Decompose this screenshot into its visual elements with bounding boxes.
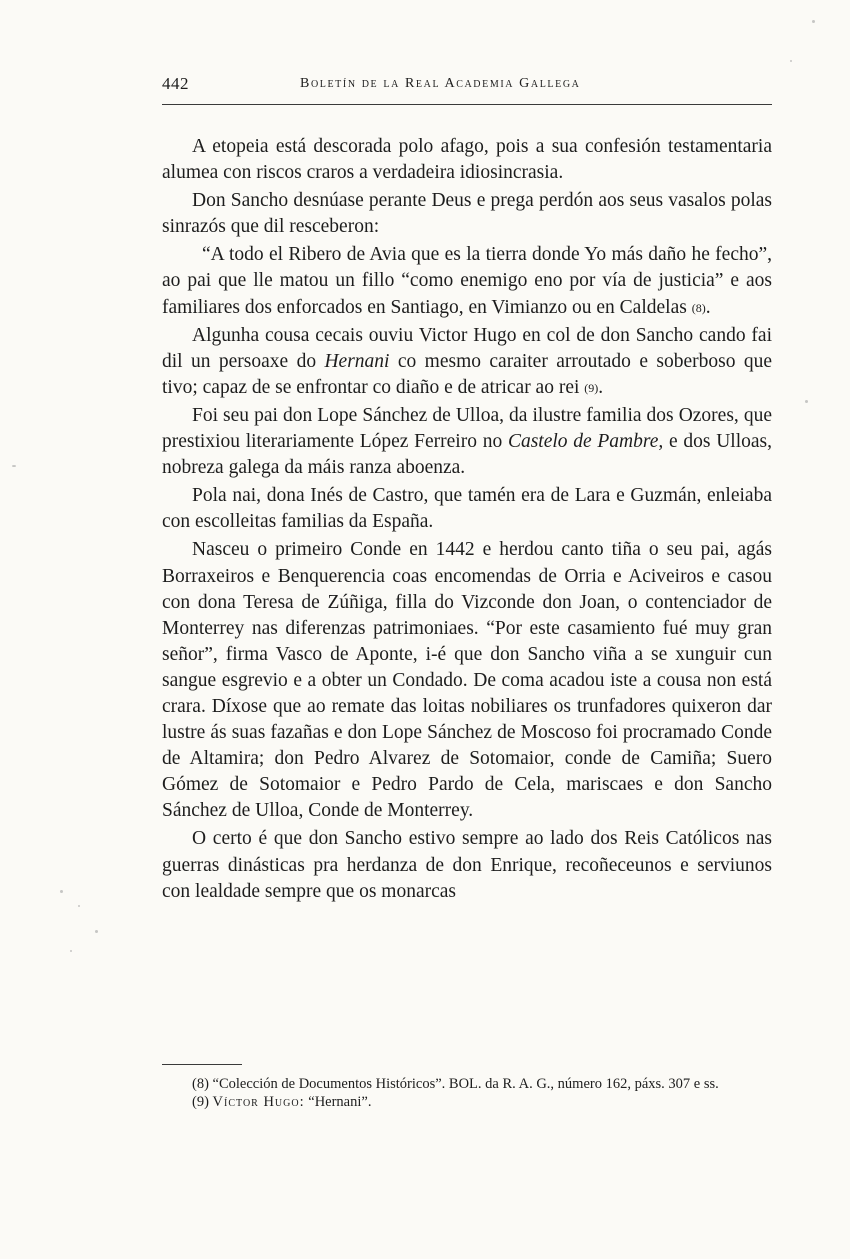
quote-text: “A todo el Ribero de Avia que es la tierra donde Yo más daño he fecho”, ao pai que lle matou un fillo “como enemigo eno por vía de justicia” e aos familiares dos enforcados en Santiago, en Vimianzo ou en Caldelas — [162, 244, 772, 318]
paragraph-1: A etopeia está descorada polo afago, pois a sua confesión testamentaria alumea con riscos craros a verdadeira idiosincrasia. — [162, 136, 772, 184]
footnote-8-text: “Colección de Documentos Históricos”. BOL. da R. A. G., número 162, páxs. 307 e ss. — [212, 1076, 719, 1092]
quote-end: . — [705, 296, 711, 318]
note-ref-8: (8) — [691, 300, 706, 315]
scan-speckle — [70, 950, 72, 952]
footnote-9-text: “Hernani”. — [308, 1094, 372, 1110]
title-hernani: Hernani — [324, 350, 390, 372]
footnote-9 — [162, 1093, 772, 1111]
running-title: Boletín de la Real Academia Gallega — [300, 76, 581, 91]
paragraph-7: Nasceu o primeiro Conde en 1442 e herdou canto tiña o seu pai, agás Borraxeiros e Benquerencia coas encomendas de Orria e Aciveiros e casou con dona Teresa de Zúñiga, filla do Vizconde don Joan, o contenciador de Monterrey nas diferenzas patrimoniaes. “Por este casamiento fué muy gran señor”, firma Vasco de Aponte, i-é que don Sancho viña a se xunguir cun sangue esgrevio e a obter un Condado. De coma acadou iste a cousa non está crara. Díxose que ao remate das loitas nobiliares os trunfadores quixeron dar lustre ás suas fazañas e don Lope Sánchez de Moscoso foi procramado Conde de Altamira; don Pedro Alvarez de Sotomaior, conde de Camiña; Suero Gómez de Sotomaior e Pedro Pardo de Cela, mariscaes e don Sancho Sánchez de Ulloa, Conde de Monterrey. — [162, 539, 772, 822]
page-header — [162, 74, 772, 98]
scan-speckle — [95, 930, 98, 933]
paragraph-4-middle: co mesmo caraiter arroutado e soberboso que tivo; capaz de se enfrontar co diaño e de atricar ao rei — [162, 350, 773, 398]
body-text — [162, 134, 772, 905]
paragraph-5-end: e dos Ulloas, nobreza galega da máis ranza aboenza. — [162, 431, 772, 479]
paragraph-5-start: Foi seu pai don Lope Sánchez de Ulloa, da ilustre familia dos Ozores, que prestixiou literariamente López Ferreiro no — [162, 404, 772, 453]
scan-speckle — [60, 890, 63, 893]
footnote-rule — [162, 1064, 242, 1065]
scan-speckle — [812, 20, 815, 23]
page-number: 442 — [162, 74, 189, 93]
paragraph-4 — [162, 323, 772, 401]
paragraph-4-end: . — [598, 376, 604, 398]
paragraph-8: O certo é que don Sancho estivo sempre ao lado dos Reis Católicos nas guerras dinásticas pra herdanza de don Enrique, recoñeceunos e serviunos con lealdade sempre que os monarcas — [162, 828, 772, 902]
paragraph-2: Don Sancho desnúase perante Deus e prega perdón aos seus vasalos polas sinrazós que dil resceberon: — [162, 190, 772, 238]
footnotes — [162, 1075, 772, 1111]
scan-speckle — [12, 465, 16, 467]
footnote-8-mark: (8) — [192, 1076, 209, 1092]
footnote-8 — [162, 1075, 772, 1093]
scan-speckle — [78, 905, 80, 907]
note-ref-9: (9) — [584, 380, 599, 395]
paragraph-6: Pola nai, dona Inés de Castro, que tamén era de Lara e Guzmán, enleiaba con escolleitas familias da España. — [162, 485, 772, 533]
footnote-9-mark: (9) — [192, 1094, 209, 1110]
header-rule — [162, 104, 772, 105]
scan-speckle — [790, 60, 792, 62]
title-castelo-de-pambre: Castelo de Pambre, — [507, 431, 664, 453]
footnote-9-author: Víctor Hugo: — [212, 1094, 305, 1110]
paragraph-3 — [162, 242, 772, 320]
paragraph-5 — [162, 403, 772, 481]
paragraph-4-start: Algunha cousa cecais ouviu Victor Hugo en col de don Sancho cando fai dil un persoaxe do — [162, 324, 772, 372]
scan-speckle — [805, 400, 808, 403]
